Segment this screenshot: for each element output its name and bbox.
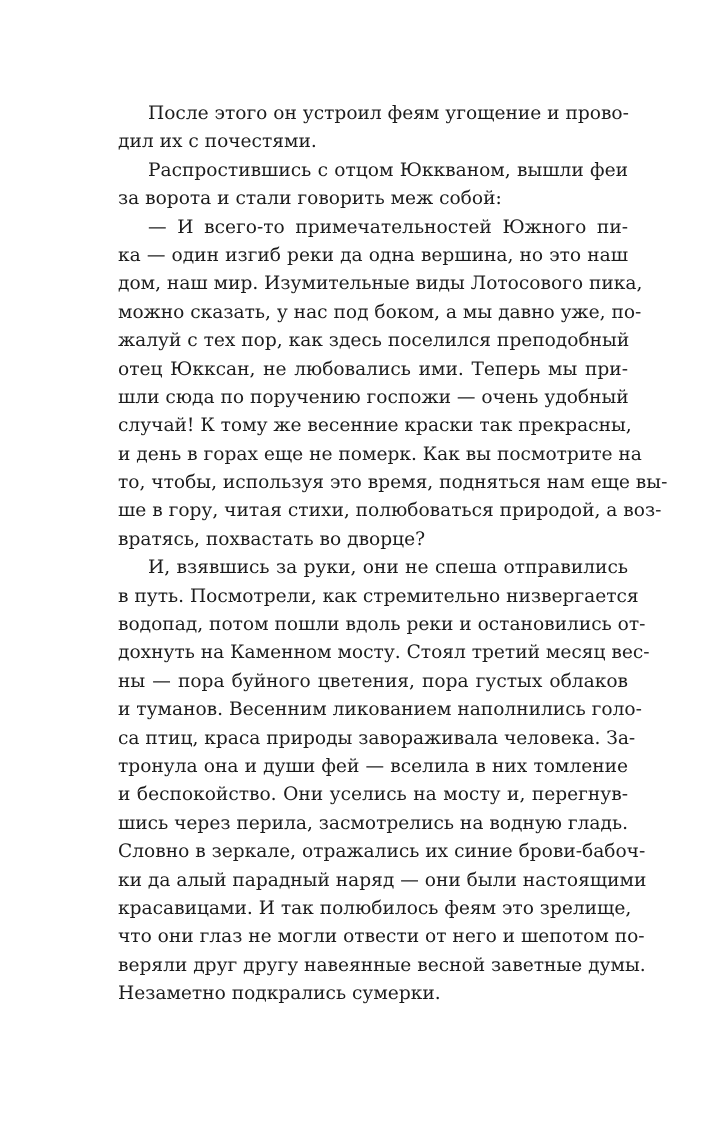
text-line: Незаметно подкрались сумерки. [118, 983, 441, 1005]
text-line: тронула она и души фей — вселила в них томление [118, 755, 628, 777]
text-line: ки да алый парадный наряд — они были настоящими [118, 869, 647, 891]
text-line: ны — пора буйного цветения, пора густых облаков [118, 670, 628, 692]
text-line: случай! К тому же весенние краски так прекрасны, [118, 415, 632, 437]
text-line: и беспокойство. Они уселись на мосту и, перегнув- [118, 784, 628, 806]
text-line: После этого он устроил феям угощение и прово- [148, 103, 629, 124]
text-line: Распростившись с отцом Юккваном, вышли феи [148, 159, 628, 181]
text-line: дом, наш мир. Изумительные виды Лотосового пика, [118, 273, 643, 295]
text-line: веряли друг другу навеянные весной заветные думы. [118, 954, 646, 976]
text-line: дохнуть на Каменном мосту. Стоял третий месяц вес- [118, 642, 650, 664]
text-line: и туманов. Весенним ликованием наполнились голо- [118, 699, 642, 721]
body-text [118, 100, 668, 1009]
text-line: ка — один изгиб реки да одна вершина, но это наш [118, 244, 628, 266]
text-line: красавицами. И так полюбилось феям это зрелище, [118, 897, 632, 919]
text-line: что они глаз не могли отвести от него и шепотом по- [118, 926, 645, 948]
text-line: и день в горах еще не померк. Как вы посмотрите на [118, 443, 642, 465]
text-line: отец Юкксан, не любовались ими. Теперь мы при- [118, 358, 628, 380]
text-line: вратясь, похвастать во дворце? [118, 528, 426, 550]
text-line: са птиц, краса природы завораживала человека. За- [118, 727, 636, 749]
text-line: то, чтобы, используя это время, подняться нам еще вы- [118, 472, 668, 494]
text-line: в путь. Посмотрели, как стремительно низвергается [118, 585, 639, 607]
text-line: дил их с почестями. [118, 131, 317, 153]
text-line: водопад, потом пошли вдоль реки и остановились от- [118, 614, 646, 636]
text-line: — И всего-то примечательностей Южного пи- [148, 216, 628, 238]
text-line: шли сюда по поручению госпожи — очень удобный [118, 386, 629, 408]
text-line: шись через перила, засмотрелись на водную гладь. [118, 812, 628, 834]
text-line: И, взявшись за руки, они не спеша отправились [148, 557, 628, 579]
text-line: Словно в зеркале, отражались их синие брови-бабоч- [118, 841, 646, 863]
text-line: за ворота и стали говорить меж собой: [118, 188, 502, 210]
text-line: можно сказать, у нас под боком, а мы давно уже, по- [118, 301, 642, 323]
text-line: жалуй с тех пор, как здесь поселился преподобный [118, 330, 630, 352]
text-line: ше в гору, читая стихи, полюбоваться природой, а воз- [118, 500, 662, 522]
